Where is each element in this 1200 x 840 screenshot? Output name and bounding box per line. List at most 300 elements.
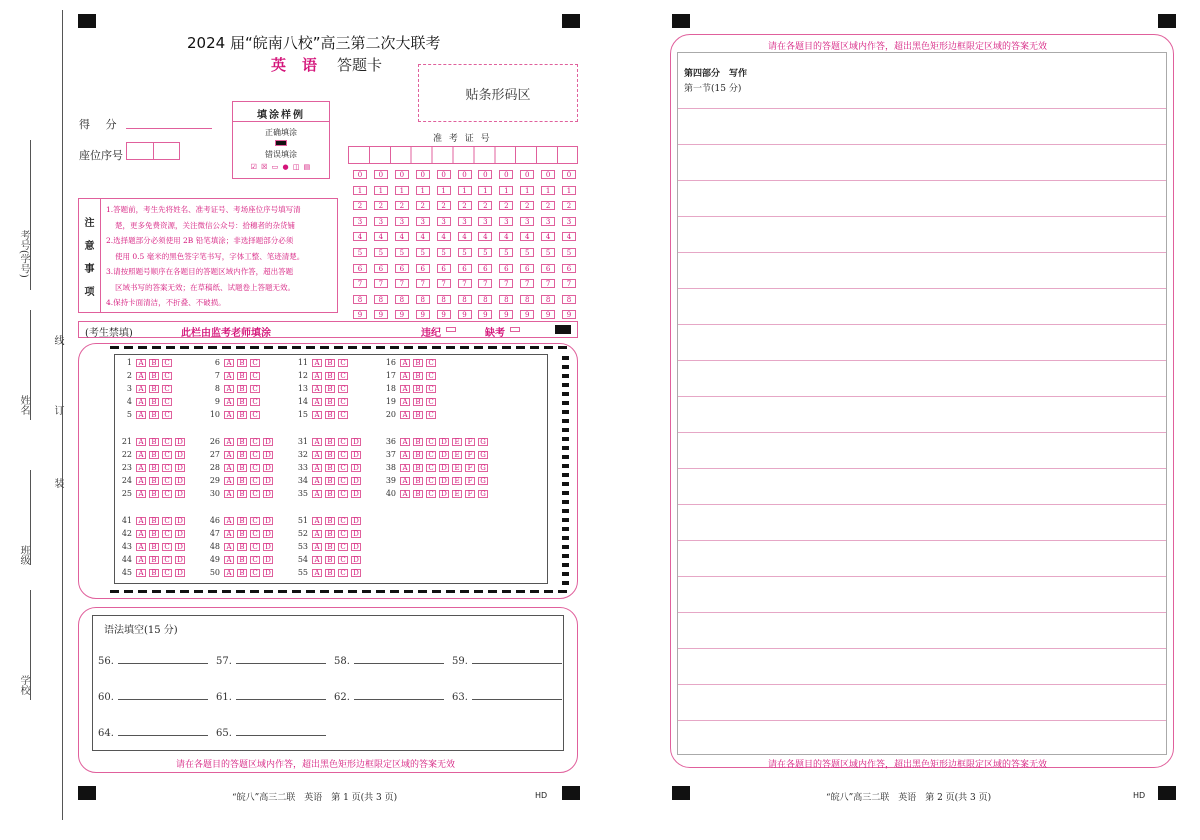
mc-option-bubble[interactable]: D — [439, 490, 449, 498]
exam-id-bubble[interactable]: 3 — [499, 217, 513, 226]
mc-option-bubble[interactable]: C — [338, 451, 348, 459]
mc-option-bubble[interactable]: D — [263, 569, 273, 577]
mc-option-bubble[interactable]: C — [250, 385, 260, 393]
mc-option-bubble[interactable]: B — [413, 398, 423, 406]
mc-option-bubble[interactable]: A — [312, 385, 322, 393]
mc-option-bubble[interactable]: A — [400, 359, 410, 367]
mc-option-bubble[interactable]: A — [136, 517, 146, 525]
mc-option-bubble[interactable]: B — [325, 490, 335, 498]
grammar-item[interactable] — [452, 656, 562, 667]
mc-option-bubble[interactable]: C — [162, 385, 172, 393]
writing-line[interactable] — [678, 396, 1166, 397]
exam-id-bubble[interactable]: 8 — [374, 295, 388, 304]
mc-option-bubble[interactable]: A — [224, 477, 234, 485]
exam-id-bubble[interactable]: 0 — [478, 170, 492, 179]
exam-id-bubble[interactable]: 2 — [374, 201, 388, 210]
mc-option-bubble[interactable]: A — [400, 477, 410, 485]
exam-id-bubble[interactable]: 0 — [374, 170, 388, 179]
exam-id-bubble[interactable]: 4 — [562, 232, 576, 241]
mc-option-bubble[interactable]: D — [263, 438, 273, 446]
exam-id-bubble[interactable]: 3 — [374, 217, 388, 226]
mc-option-bubble[interactable]: A — [312, 359, 322, 367]
mc-option-bubble[interactable]: D — [351, 477, 361, 485]
writing-line[interactable] — [678, 576, 1166, 577]
mc-option-bubble[interactable]: A — [136, 359, 146, 367]
mc-option-bubble[interactable]: E — [452, 490, 462, 498]
mc-option-bubble[interactable]: A — [136, 543, 146, 551]
mc-option-bubble[interactable]: B — [149, 372, 159, 380]
exam-id-bubble[interactable]: 0 — [395, 170, 409, 179]
exam-id-bubble[interactable]: 8 — [520, 295, 534, 304]
mc-option-bubble[interactable]: F — [465, 490, 475, 498]
mc-option-bubble[interactable]: A — [312, 556, 322, 564]
mc-option-bubble[interactable]: B — [237, 569, 247, 577]
exam-id-bubble[interactable]: 7 — [395, 279, 409, 288]
mc-option-bubble[interactable]: C — [162, 556, 172, 564]
exam-id-bubble[interactable]: 6 — [541, 264, 555, 273]
mc-option-bubble[interactable]: D — [263, 543, 273, 551]
exam-id-bubble[interactable]: 1 — [499, 186, 513, 195]
exam-id-bubble[interactable]: 3 — [353, 217, 367, 226]
exam-id-bubble[interactable]: 5 — [520, 248, 534, 257]
exam-id-bubble[interactable]: 6 — [478, 264, 492, 273]
writing-line[interactable] — [678, 216, 1166, 217]
exam-id-bubble[interactable]: 4 — [458, 232, 472, 241]
mc-option-bubble[interactable]: B — [149, 398, 159, 406]
writing-line[interactable] — [678, 324, 1166, 325]
exam-id-bubble[interactable]: 2 — [353, 201, 367, 210]
exam-id-bubble[interactable]: 0 — [458, 170, 472, 179]
mc-option-bubble[interactable]: B — [413, 464, 423, 472]
exam-id-bubble[interactable]: 1 — [562, 186, 576, 195]
mc-option-bubble[interactable]: B — [149, 569, 159, 577]
exam-id-bubble[interactable]: 7 — [541, 279, 555, 288]
exam-id-bubble[interactable]: 9 — [374, 310, 388, 319]
mc-option-bubble[interactable]: B — [325, 359, 335, 367]
exam-id-bubble[interactable]: 8 — [562, 295, 576, 304]
mc-option-bubble[interactable]: A — [312, 438, 322, 446]
mc-option-bubble[interactable]: D — [175, 517, 185, 525]
mc-option-bubble[interactable]: C — [338, 490, 348, 498]
writing-line[interactable] — [678, 648, 1166, 649]
grammar-blank[interactable] — [236, 663, 326, 664]
mc-option-bubble[interactable]: C — [162, 398, 172, 406]
mc-option-bubble[interactable]: F — [465, 477, 475, 485]
mc-option-bubble[interactable]: B — [149, 543, 159, 551]
exam-id-bubble[interactable]: 5 — [353, 248, 367, 257]
mc-option-bubble[interactable]: B — [413, 359, 423, 367]
mc-option-bubble[interactable]: A — [312, 398, 322, 406]
mc-option-bubble[interactable]: A — [224, 517, 234, 525]
mc-option-bubble[interactable]: C — [250, 477, 260, 485]
mc-option-bubble[interactable]: D — [439, 451, 449, 459]
exam-id-write-row[interactable] — [348, 146, 578, 164]
exam-id-bubble[interactable]: 2 — [437, 201, 451, 210]
mc-option-bubble[interactable]: C — [250, 569, 260, 577]
mc-option-bubble[interactable]: A — [400, 451, 410, 459]
score-underline[interactable] — [126, 128, 212, 129]
mc-option-bubble[interactable]: B — [325, 530, 335, 538]
mc-option-bubble[interactable]: D — [439, 438, 449, 446]
mc-option-bubble[interactable]: A — [224, 464, 234, 472]
mc-option-bubble[interactable]: A — [400, 490, 410, 498]
mc-option-bubble[interactable]: A — [224, 530, 234, 538]
mc-option-bubble[interactable]: B — [413, 490, 423, 498]
writing-line[interactable] — [678, 360, 1166, 361]
mc-option-bubble[interactable]: A — [312, 569, 322, 577]
grammar-blank[interactable] — [472, 663, 562, 664]
grammar-item[interactable] — [98, 656, 208, 667]
mc-option-bubble[interactable]: C — [162, 543, 172, 551]
mc-option-bubble[interactable]: B — [149, 477, 159, 485]
mc-option-bubble[interactable]: B — [413, 477, 423, 485]
exam-id-bubble[interactable]: 8 — [353, 295, 367, 304]
exam-id-bubble[interactable]: 0 — [562, 170, 576, 179]
exam-id-bubble[interactable]: 2 — [395, 201, 409, 210]
mc-option-bubble[interactable]: D — [263, 530, 273, 538]
mc-option-bubble[interactable]: A — [400, 438, 410, 446]
mc-option-bubble[interactable]: B — [325, 398, 335, 406]
exam-id-bubble[interactable]: 1 — [478, 186, 492, 195]
exam-id-bubble[interactable]: 7 — [353, 279, 367, 288]
mc-option-bubble[interactable]: B — [325, 372, 335, 380]
exam-id-bubble[interactable]: 1 — [353, 186, 367, 195]
mc-option-bubble[interactable]: B — [237, 372, 247, 380]
writing-line[interactable] — [678, 720, 1166, 721]
grammar-item[interactable] — [452, 692, 562, 703]
exam-id-bubble[interactable]: 0 — [499, 170, 513, 179]
mc-option-bubble[interactable]: C — [250, 451, 260, 459]
mc-option-bubble[interactable]: C — [162, 372, 172, 380]
exam-id-bubble[interactable]: 3 — [478, 217, 492, 226]
exam-id-bubble[interactable]: 9 — [541, 310, 555, 319]
grammar-item[interactable] — [98, 692, 208, 703]
writing-line[interactable] — [678, 288, 1166, 289]
mc-option-bubble[interactable]: C — [162, 569, 172, 577]
mc-option-bubble[interactable]: C — [162, 477, 172, 485]
mc-option-bubble[interactable]: A — [312, 490, 322, 498]
exam-id-bubble[interactable]: 6 — [499, 264, 513, 273]
mc-option-bubble[interactable]: B — [149, 464, 159, 472]
mc-option-bubble[interactable]: B — [149, 359, 159, 367]
mc-option-bubble[interactable]: B — [413, 438, 423, 446]
mc-option-bubble[interactable]: B — [237, 543, 247, 551]
absent-checkbox[interactable] — [510, 327, 520, 332]
exam-id-bubble[interactable]: 8 — [437, 295, 451, 304]
exam-id-bubble[interactable]: 2 — [458, 201, 472, 210]
mc-option-bubble[interactable]: B — [237, 477, 247, 485]
mc-option-bubble[interactable]: B — [149, 411, 159, 419]
exam-id-bubble[interactable]: 2 — [520, 201, 534, 210]
mc-option-bubble[interactable]: A — [400, 385, 410, 393]
mc-option-bubble[interactable]: A — [136, 385, 146, 393]
exam-id-bubble[interactable]: 5 — [458, 248, 472, 257]
mc-option-bubble[interactable]: B — [237, 490, 247, 498]
exam-id-bubble[interactable]: 4 — [478, 232, 492, 241]
exam-id-bubble[interactable]: 7 — [437, 279, 451, 288]
mc-option-bubble[interactable]: D — [351, 438, 361, 446]
mc-option-bubble[interactable]: C — [250, 372, 260, 380]
mc-option-bubble[interactable]: B — [325, 438, 335, 446]
mc-option-bubble[interactable]: C — [162, 490, 172, 498]
exam-id-bubble[interactable]: 8 — [458, 295, 472, 304]
exam-id-bubble[interactable]: 0 — [353, 170, 367, 179]
grammar-blank[interactable] — [354, 699, 444, 700]
mc-option-bubble[interactable]: D — [351, 517, 361, 525]
exam-id-bubble[interactable]: 5 — [499, 248, 513, 257]
mc-option-bubble[interactable]: B — [237, 359, 247, 367]
writing-line[interactable] — [678, 468, 1166, 469]
writing-line[interactable] — [678, 180, 1166, 181]
mc-option-bubble[interactable]: D — [351, 543, 361, 551]
mc-option-bubble[interactable]: C — [338, 398, 348, 406]
mc-option-bubble[interactable]: C — [338, 438, 348, 446]
mc-option-bubble[interactable]: C — [426, 398, 436, 406]
mc-option-bubble[interactable]: C — [426, 411, 436, 419]
exam-id-bubble[interactable]: 4 — [416, 232, 430, 241]
mc-option-bubble[interactable]: A — [136, 556, 146, 564]
mc-option-bubble[interactable]: C — [162, 411, 172, 419]
mc-option-bubble[interactable]: A — [224, 359, 234, 367]
mc-option-bubble[interactable]: D — [263, 451, 273, 459]
exam-id-bubble[interactable]: 9 — [520, 310, 534, 319]
mc-option-bubble[interactable]: C — [338, 543, 348, 551]
mc-option-bubble[interactable]: D — [351, 451, 361, 459]
mc-option-bubble[interactable]: E — [452, 438, 462, 446]
mc-option-bubble[interactable]: F — [465, 451, 475, 459]
exam-id-bubble[interactable]: 8 — [478, 295, 492, 304]
exam-id-bubble[interactable]: 0 — [520, 170, 534, 179]
mc-option-bubble[interactable]: B — [149, 451, 159, 459]
exam-id-bubble[interactable]: 2 — [562, 201, 576, 210]
mc-option-bubble[interactable]: G — [478, 451, 488, 459]
mc-option-bubble[interactable]: C — [250, 438, 260, 446]
mc-option-bubble[interactable]: A — [400, 398, 410, 406]
mc-option-bubble[interactable]: C — [250, 530, 260, 538]
exam-id-bubble[interactable]: 5 — [541, 248, 555, 257]
exam-id-bubble[interactable]: 6 — [395, 264, 409, 273]
exam-id-bubble[interactable]: 4 — [541, 232, 555, 241]
mc-option-bubble[interactable]: D — [351, 464, 361, 472]
mc-option-bubble[interactable]: A — [312, 543, 322, 551]
mc-option-bubble[interactable]: A — [312, 372, 322, 380]
exam-id-bubble[interactable]: 9 — [437, 310, 451, 319]
grammar-item[interactable] — [334, 692, 444, 703]
exam-id-bubble[interactable]: 5 — [374, 248, 388, 257]
exam-id-bubble[interactable]: 0 — [541, 170, 555, 179]
mc-option-bubble[interactable]: A — [400, 464, 410, 472]
grammar-item[interactable] — [216, 728, 326, 739]
mc-option-bubble[interactable]: C — [338, 372, 348, 380]
exam-id-bubble[interactable]: 7 — [458, 279, 472, 288]
writing-line[interactable] — [678, 432, 1166, 433]
exam-id-bubble[interactable]: 5 — [478, 248, 492, 257]
mc-option-bubble[interactable]: A — [312, 411, 322, 419]
mc-option-bubble[interactable]: D — [351, 556, 361, 564]
mc-option-bubble[interactable]: B — [325, 517, 335, 525]
mc-option-bubble[interactable]: D — [175, 530, 185, 538]
mc-option-bubble[interactable]: C — [250, 543, 260, 551]
mc-option-bubble[interactable]: A — [136, 411, 146, 419]
mc-option-bubble[interactable]: C — [426, 372, 436, 380]
mc-option-bubble[interactable]: B — [149, 556, 159, 564]
exam-id-bubble[interactable]: 6 — [353, 264, 367, 273]
exam-id-bubble[interactable]: 2 — [499, 201, 513, 210]
mc-option-bubble[interactable]: C — [338, 359, 348, 367]
mc-option-bubble[interactable]: B — [149, 530, 159, 538]
mc-option-bubble[interactable]: C — [250, 490, 260, 498]
mc-option-bubble[interactable]: D — [263, 490, 273, 498]
exam-id-bubble[interactable]: 6 — [562, 264, 576, 273]
mc-option-bubble[interactable]: A — [224, 556, 234, 564]
mc-option-bubble[interactable]: C — [338, 385, 348, 393]
mc-option-bubble[interactable]: C — [162, 438, 172, 446]
mc-option-bubble[interactable]: A — [136, 398, 146, 406]
mc-option-bubble[interactable]: C — [250, 517, 260, 525]
mc-option-bubble[interactable]: D — [175, 451, 185, 459]
mc-option-bubble[interactable]: A — [312, 517, 322, 525]
mc-option-bubble[interactable]: B — [149, 517, 159, 525]
exam-id-bubble[interactable]: 3 — [562, 217, 576, 226]
writing-line[interactable] — [678, 252, 1166, 253]
mc-option-bubble[interactable]: A — [400, 411, 410, 419]
grammar-item[interactable] — [216, 656, 326, 667]
exam-id-bubble[interactable]: 4 — [395, 232, 409, 241]
mc-option-bubble[interactable]: B — [325, 464, 335, 472]
grammar-item[interactable] — [216, 692, 326, 703]
exam-id-bubble[interactable]: 9 — [416, 310, 430, 319]
exam-id-bubble[interactable]: 1 — [458, 186, 472, 195]
exam-id-bubble[interactable]: 1 — [541, 186, 555, 195]
mc-option-bubble[interactable]: F — [465, 438, 475, 446]
mc-option-bubble[interactable]: F — [465, 464, 475, 472]
mc-option-bubble[interactable]: D — [351, 490, 361, 498]
mc-option-bubble[interactable]: C — [250, 398, 260, 406]
grammar-item[interactable] — [334, 656, 444, 667]
seat-field[interactable] — [126, 142, 180, 160]
mc-option-bubble[interactable]: D — [175, 543, 185, 551]
mc-option-bubble[interactable]: C — [250, 411, 260, 419]
mc-option-bubble[interactable]: D — [351, 530, 361, 538]
mc-option-bubble[interactable]: D — [175, 438, 185, 446]
mc-option-bubble[interactable]: C — [338, 556, 348, 564]
writing-line[interactable] — [678, 144, 1166, 145]
mc-option-bubble[interactable]: D — [175, 477, 185, 485]
exam-id-bubble[interactable]: 1 — [374, 186, 388, 195]
grammar-blank[interactable] — [118, 735, 208, 736]
mc-option-bubble[interactable]: C — [338, 517, 348, 525]
mc-option-bubble[interactable]: A — [224, 398, 234, 406]
mc-option-bubble[interactable]: A — [312, 530, 322, 538]
mc-option-bubble[interactable]: B — [237, 451, 247, 459]
mc-option-bubble[interactable]: A — [224, 438, 234, 446]
mc-option-bubble[interactable]: B — [237, 398, 247, 406]
mc-option-bubble[interactable]: D — [175, 490, 185, 498]
exam-id-bubble[interactable]: 1 — [416, 186, 430, 195]
exam-id-bubble[interactable]: 2 — [416, 201, 430, 210]
mc-option-bubble[interactable]: A — [136, 569, 146, 577]
exam-id-bubble[interactable]: 2 — [541, 201, 555, 210]
exam-id-bubble[interactable]: 0 — [437, 170, 451, 179]
exam-id-bubble[interactable]: 9 — [562, 310, 576, 319]
mc-option-bubble[interactable]: D — [175, 464, 185, 472]
exam-id-bubble[interactable]: 9 — [395, 310, 409, 319]
exam-id-bubble[interactable]: 5 — [416, 248, 430, 257]
mc-option-bubble[interactable]: E — [452, 464, 462, 472]
mc-option-bubble[interactable]: D — [175, 556, 185, 564]
mc-option-bubble[interactable]: C — [250, 359, 260, 367]
mc-option-bubble[interactable]: A — [136, 438, 146, 446]
mc-option-bubble[interactable]: D — [263, 477, 273, 485]
mc-option-bubble[interactable]: G — [478, 490, 488, 498]
mc-option-bubble[interactable]: C — [162, 530, 172, 538]
exam-id-bubble[interactable]: 9 — [458, 310, 472, 319]
mc-option-bubble[interactable]: B — [413, 451, 423, 459]
exam-id-bubble[interactable]: 8 — [541, 295, 555, 304]
exam-id-bubble[interactable]: 7 — [374, 279, 388, 288]
grammar-blank[interactable] — [472, 699, 562, 700]
mc-option-bubble[interactable]: A — [400, 372, 410, 380]
exam-id-bubble[interactable]: 4 — [374, 232, 388, 241]
exam-id-bubble[interactable]: 5 — [562, 248, 576, 257]
mc-option-bubble[interactable]: A — [224, 490, 234, 498]
grammar-blank[interactable] — [118, 699, 208, 700]
exam-id-bubble[interactable]: 8 — [499, 295, 513, 304]
mc-option-bubble[interactable]: E — [452, 451, 462, 459]
mc-option-bubble[interactable]: A — [224, 543, 234, 551]
mc-option-bubble[interactable]: C — [162, 464, 172, 472]
exam-id-bubble[interactable]: 3 — [520, 217, 534, 226]
exam-id-bubble[interactable]: 3 — [416, 217, 430, 226]
mc-option-bubble[interactable]: A — [136, 372, 146, 380]
mc-option-bubble[interactable]: G — [478, 464, 488, 472]
mc-option-bubble[interactable]: B — [325, 477, 335, 485]
writing-line[interactable] — [678, 108, 1166, 109]
writing-line[interactable] — [678, 540, 1166, 541]
exam-id-bubble[interactable]: 7 — [499, 279, 513, 288]
writing-line[interactable] — [678, 684, 1166, 685]
mc-option-bubble[interactable]: A — [312, 477, 322, 485]
exam-id-bubble[interactable]: 6 — [458, 264, 472, 273]
mc-option-bubble[interactable]: C — [162, 517, 172, 525]
exam-id-bubble[interactable]: 7 — [416, 279, 430, 288]
exam-id-bubble[interactable]: 7 — [562, 279, 576, 288]
exam-id-bubble[interactable]: 1 — [520, 186, 534, 195]
mc-option-bubble[interactable]: C — [338, 411, 348, 419]
exam-id-bubble[interactable]: 3 — [458, 217, 472, 226]
grammar-blank[interactable] — [354, 663, 444, 664]
mc-option-bubble[interactable]: A — [224, 569, 234, 577]
exam-id-bubble[interactable]: 9 — [353, 310, 367, 319]
mc-option-bubble[interactable]: C — [426, 477, 436, 485]
mc-option-bubble[interactable]: D — [351, 569, 361, 577]
mc-option-bubble[interactable]: A — [224, 372, 234, 380]
mc-option-bubble[interactable]: C — [338, 464, 348, 472]
exam-id-bubble[interactable]: 3 — [437, 217, 451, 226]
mc-option-bubble[interactable]: D — [439, 464, 449, 472]
mc-option-bubble[interactable]: C — [162, 359, 172, 367]
mc-option-bubble[interactable]: C — [250, 464, 260, 472]
exam-id-bubble[interactable]: 7 — [520, 279, 534, 288]
violation-checkbox[interactable] — [446, 327, 456, 332]
mc-option-bubble[interactable]: C — [162, 451, 172, 459]
exam-id-bubble[interactable]: 6 — [416, 264, 430, 273]
mc-option-bubble[interactable]: B — [325, 556, 335, 564]
exam-id-bubble[interactable]: 1 — [437, 186, 451, 195]
mc-option-bubble[interactable]: B — [413, 385, 423, 393]
mc-option-bubble[interactable]: A — [136, 477, 146, 485]
mc-option-bubble[interactable]: B — [149, 490, 159, 498]
